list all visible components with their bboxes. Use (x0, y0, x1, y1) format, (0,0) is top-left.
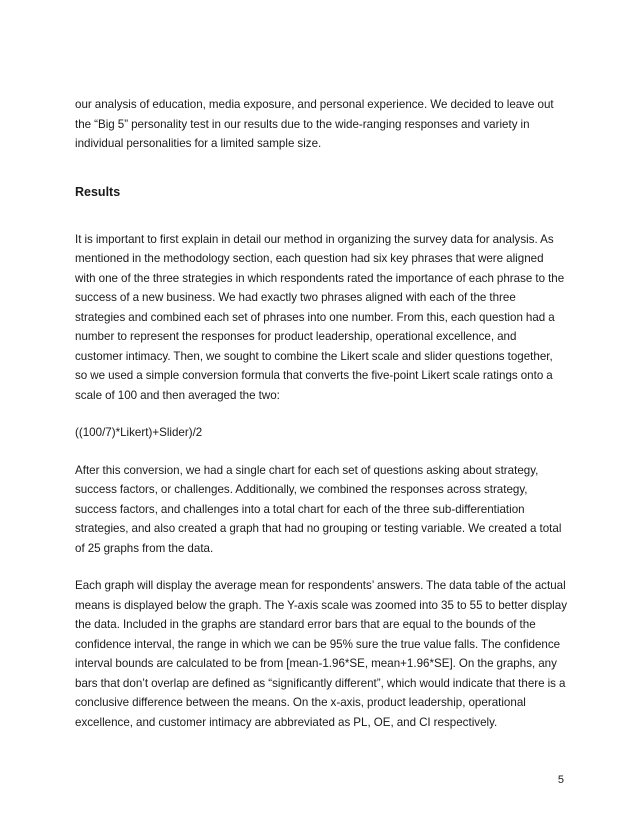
paragraph-graphs: Each graph will display the average mean for respondents’ answers. The data table of the actual means is displayed below the graph. The Y-axis scale was zoomed into 35 to 55 to better display the data. Included in the graphs are standard error bars that are equal to the bounds of the confidence interval, the range in which we can be 95% sure the true value falls. The confidence interval bounds are calculated to be from [mean-1.96*SE, mean+1.96*SE]. On the graphs, any bars that don’t overlap are defined as “significantly different”, which would indicate that there is a conclusive difference between the means. On the x-axis, product leadership, operational excellence, and customer intimacy are abbreviated as PL, OE, and CI respectively. (75, 579, 567, 729)
page-number: 5 (557, 774, 564, 786)
paragraph-intro: our analysis of education, media exposure, and personal experience. We decided to leave out the “Big 5” personality test in our results due to the wide-ranging responses and variety in individual personalities for a limited sample size. (75, 98, 554, 150)
page-content (75, 95, 567, 732)
paragraph-formula: ((100/7)*Likert)+Slider)/2 (75, 426, 203, 439)
paragraph-method: It is important to first explain in detail our method in organizing the survey data for analysis. As mentioned in the methodology section, each question had six key phrases that were aligned with one of the three strategies in which respondents rated the importance of each phrase to the success of a new business. We had exactly two phrases aligned with each of the three strategies and combined each set of phrases into one number. From this, each question had a number to represent the responses for product leadership, operational excellence, and customer intimacy. Then, we sought to combine the Likert scale and slider questions together, so we used a simple conversion formula that converts the five-point Likert scale ratings onto a scale of 100 and then averaged the two: (75, 232, 565, 402)
section-heading-results: Results (75, 184, 121, 199)
paragraph-conversion: After this conversion, we had a single chart for each set of questions asking about strategy, success factors, or challenges. Additionally, we combined the responses across strategy, success factors, and challenges into a total chart for each of the three sub-differentiation strategies, and also created a graph that had no grouping or testing variable. We created a total of 25 graphs from the data. (75, 463, 562, 555)
